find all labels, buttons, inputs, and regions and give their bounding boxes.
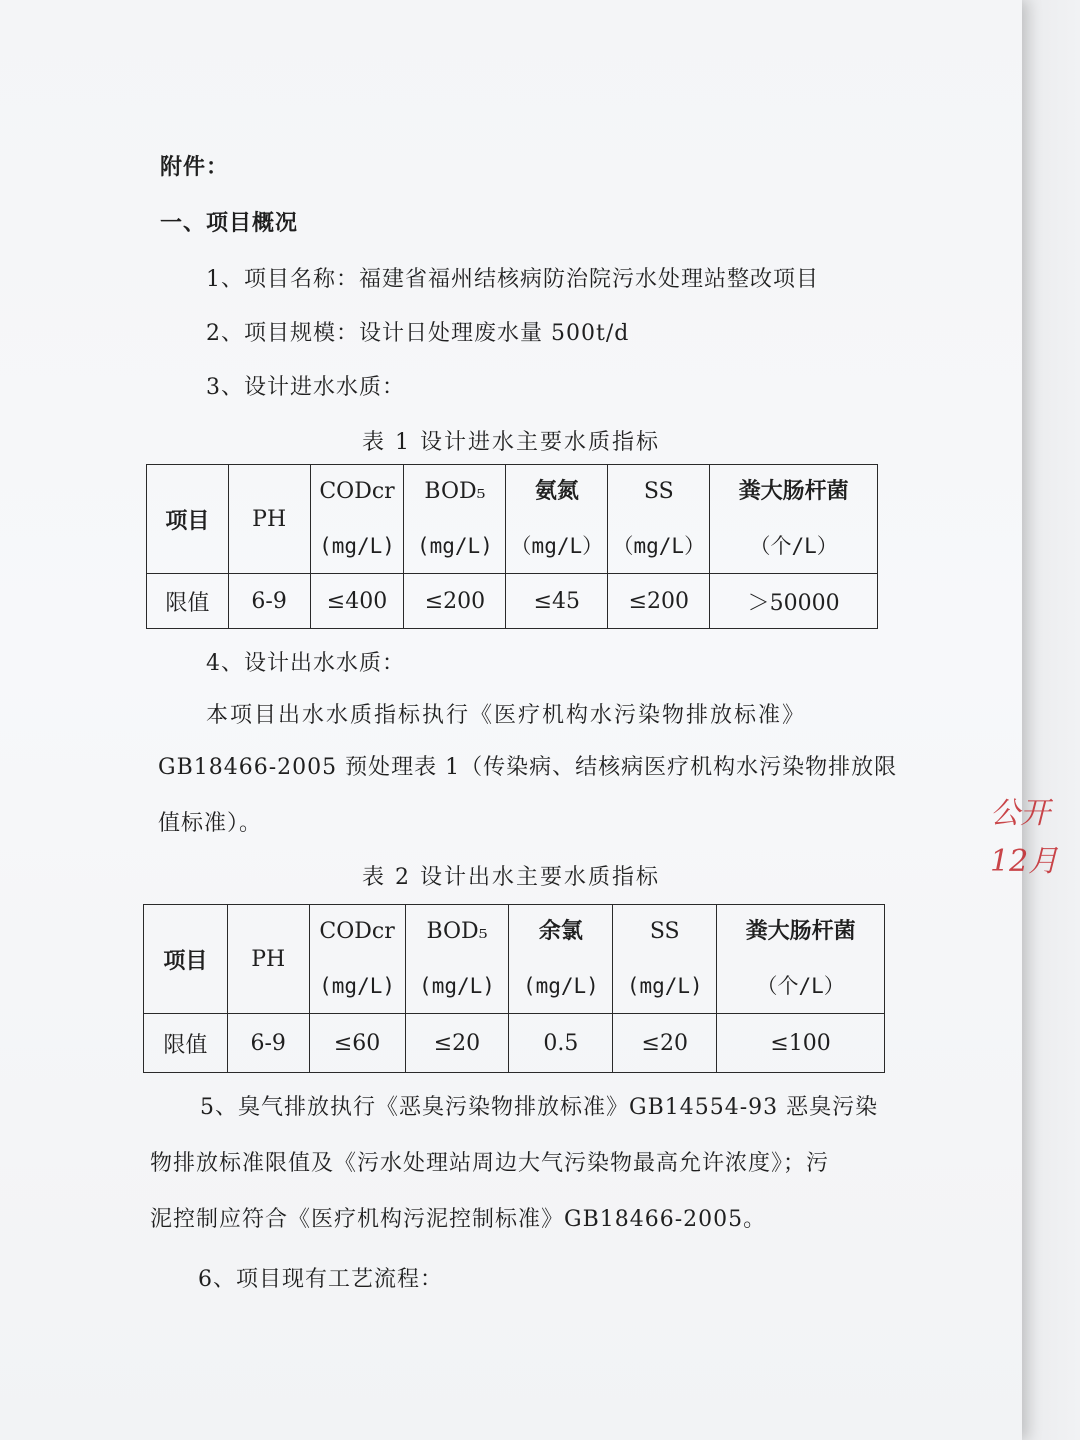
item-project-scale: 2、项目规模：设计日处理废水量 500t/d xyxy=(206,321,630,346)
table1-header-row xyxy=(147,465,878,574)
table2-header-coliform: 粪大肠杆菌 （个/L） xyxy=(717,905,885,1014)
table-cell: 6-9 xyxy=(227,1014,309,1073)
table-cell: ≤20 xyxy=(613,1014,717,1073)
item-project-name: 1、项目名称：福建省福州结核病防治院污水处理站整改项目 xyxy=(206,267,819,292)
table2-header-ph: PH xyxy=(227,905,309,1014)
table-cell: ≤20 xyxy=(405,1014,509,1073)
table1-header-item: 项目 xyxy=(147,465,229,574)
para4-line3: 值标准）。 xyxy=(158,811,263,836)
table1-header-bod5: BOD₅ (mg/L) xyxy=(404,465,506,574)
table1-header-codcr: CODcr (mg/L) xyxy=(310,465,404,574)
table-cell: ≤100 xyxy=(717,1014,885,1073)
para4-line1: 本项目出水水质指标执行《医疗机构水污染物排放标准》 xyxy=(206,703,807,728)
table-cell: ＞50000 xyxy=(710,574,878,629)
table-cell: 限值 xyxy=(144,1014,228,1073)
table1-header-coliform: 粪大肠杆菌 （个/L） xyxy=(710,465,878,574)
table1-inflow-quality xyxy=(146,464,878,629)
table1-header-ph: PH xyxy=(228,465,310,574)
para4-line2: GB18466-2005 预处理表 1（传染病、结核病医疗机构水污染物排放限 xyxy=(158,755,898,780)
red-stamp: 公开 12月 xyxy=(990,796,1059,879)
para5-line2: 物排放标准限值及《污水处理站周边大气污染物最高允许浓度》；污 xyxy=(150,1151,830,1176)
table-cell: ≤200 xyxy=(404,574,506,629)
item-outflow-quality: 4、设计出水水质： xyxy=(206,651,405,676)
table1-limit-row xyxy=(147,574,878,629)
table1-caption: 表 1 设计进水主要水质指标 xyxy=(362,430,660,455)
table2-outflow-quality xyxy=(143,904,885,1073)
table2-header-bod5: BOD₅ (mg/L) xyxy=(405,905,509,1014)
table-cell: ≤45 xyxy=(506,574,608,629)
para5-line1: 5、臭气排放执行《恶臭污染物排放标准》GB14554-93 恶臭污染 xyxy=(200,1095,879,1120)
table-cell: ≤200 xyxy=(608,574,710,629)
table-cell: ≤400 xyxy=(310,574,404,629)
table1-header-ss: SS （mg/L） xyxy=(608,465,710,574)
table2-header-ss: SS (mg/L) xyxy=(613,905,717,1014)
table1-header-ammonia: 氨氮 （mg/L） xyxy=(506,465,608,574)
item-process-flow: 6、项目现有工艺流程： xyxy=(198,1267,443,1292)
para5-line3: 泥控制应符合《医疗机构污泥控制标准》GB18466-2005。 xyxy=(150,1207,767,1232)
table-cell: ≤60 xyxy=(309,1014,405,1073)
section-title: 一、项目概况 xyxy=(160,211,299,236)
table2-header-residual-chlorine: 余氯 (mg/L) xyxy=(509,905,613,1014)
table-cell: 限值 xyxy=(147,574,229,629)
table2-caption: 表 2 设计出水主要水质指标 xyxy=(362,865,660,890)
table2-header-row xyxy=(144,905,885,1014)
item-inflow-quality: 3、设计进水水质： xyxy=(206,375,405,400)
table2-limit-row xyxy=(144,1014,885,1073)
attachment-heading: 附件： xyxy=(160,155,230,180)
table2-header-codcr: CODcr (mg/L) xyxy=(309,905,405,1014)
table-cell: 6-9 xyxy=(228,574,310,629)
table-cell: 0.5 xyxy=(509,1014,613,1073)
table2-header-item: 项目 xyxy=(144,905,228,1014)
